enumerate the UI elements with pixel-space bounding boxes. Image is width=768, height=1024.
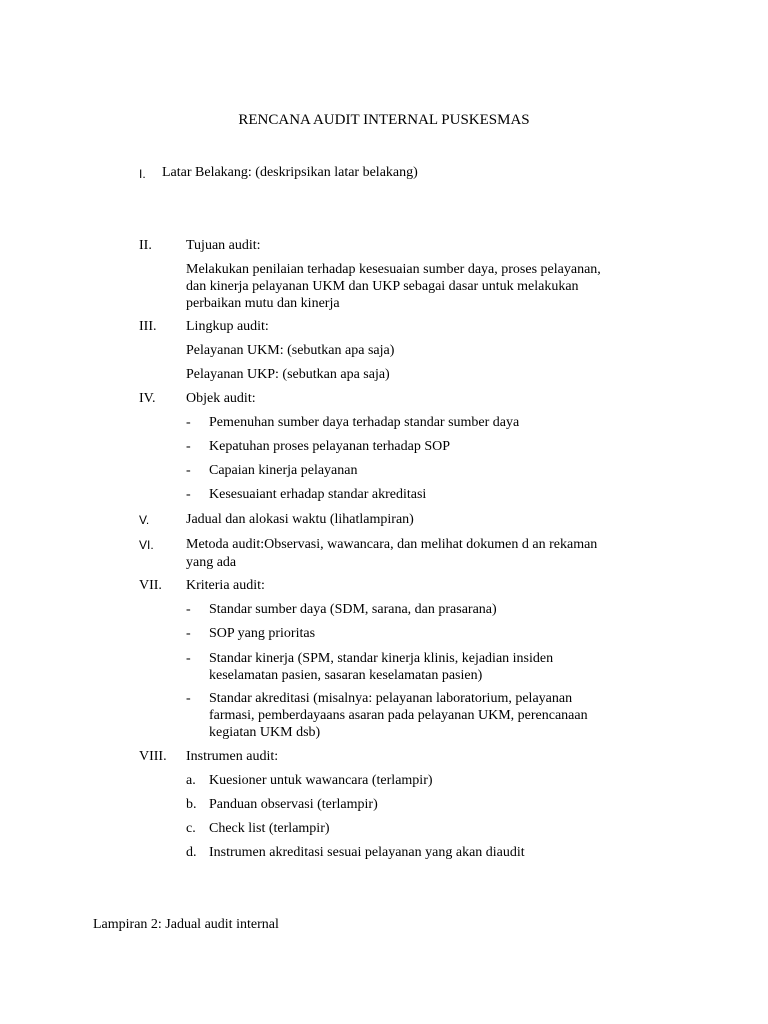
- tujuan-body-line: perbaikan mutu dan kinerja: [186, 296, 340, 311]
- list-item: Standar kinerja (SPM, standar kinerja klinis, kejadian insiden: [209, 651, 554, 666]
- list-item: Kesesuaiant erhadap standar akreditasi: [209, 487, 427, 502]
- list-marker: c.: [186, 821, 196, 836]
- section-heading-latar-belakang: Latar Belakang: (deskripsikan latar belakang): [162, 165, 418, 180]
- section-number-2: II.: [139, 238, 152, 253]
- section-heading-instrumen: Instrumen audit:: [186, 749, 279, 764]
- list-item: Kepatuhan proses pelayanan terhadap SOP: [209, 439, 451, 454]
- lingkup-item: Pelayanan UKM: (sebutkan apa saja): [186, 343, 395, 358]
- list-marker: d.: [186, 845, 197, 860]
- attachment-label: Lampiran 2: Jadual audit internal: [93, 917, 279, 932]
- section-heading-metoda-cont: yang ada: [186, 555, 237, 570]
- list-marker: -: [186, 415, 191, 430]
- document-title: RENCANA AUDIT INTERNAL PUSKESMAS: [238, 112, 530, 128]
- tujuan-body-line: Melakukan penilaian terhadap kesesuaian sumber daya, proses pelayanan,: [186, 262, 601, 277]
- section-number-6: VI.: [139, 538, 154, 552]
- list-marker: -: [186, 651, 191, 666]
- section-number-8: VIII.: [139, 749, 167, 764]
- section-number-4: IV.: [139, 391, 156, 406]
- list-marker: b.: [186, 797, 197, 812]
- list-item: Pemenuhan sumber daya terhadap standar sumber daya: [209, 415, 520, 430]
- section-heading-kriteria: Kriteria audit:: [186, 578, 265, 593]
- list-marker: -: [186, 602, 191, 617]
- list-item: Standar akreditasi (misalnya: pelayanan laboratorium, pelayanan: [209, 691, 573, 706]
- section-heading-lingkup: Lingkup audit:: [186, 319, 269, 334]
- list-marker: -: [186, 463, 191, 478]
- list-item-cont: keselamatan pasien, sasaran keselamatan pasien): [209, 668, 483, 683]
- lingkup-item: Pelayanan UKP: (sebutkan apa saja): [186, 367, 390, 382]
- list-item: SOP yang prioritas: [209, 626, 316, 641]
- tujuan-body-line: dan kinerja pelayanan UKM dan UKP sebagai dasar untuk melakukan: [186, 279, 579, 294]
- list-item: Check list (terlampir): [209, 821, 330, 836]
- list-item-cont: kegiatan UKM dsb): [209, 725, 321, 740]
- section-number-5: V.: [139, 513, 150, 527]
- list-marker: -: [186, 439, 191, 454]
- section-heading-objek: Objek audit:: [186, 391, 256, 406]
- list-marker: -: [186, 691, 191, 706]
- list-item-cont: farmasi, pemberdayaans asaran pada pelayanan UKM, perencanaan: [209, 708, 588, 723]
- section-number-3: III.: [139, 319, 157, 334]
- section-number-1: I.: [139, 167, 146, 181]
- list-item: Standar sumber daya (SDM, sarana, dan prasarana): [209, 602, 497, 617]
- list-marker: -: [186, 626, 191, 641]
- list-marker: -: [186, 487, 191, 502]
- section-heading-metoda: Metoda audit:Observasi, wawancara, dan melihat dokumen d an rekaman: [186, 537, 598, 552]
- section-heading-jadual: Jadual dan alokasi waktu (lihatlampiran): [186, 512, 414, 527]
- list-item: Panduan observasi (terlampir): [209, 797, 378, 812]
- list-item: Instrumen akreditasi sesuai pelayanan yang akan diaudit: [209, 845, 525, 860]
- section-heading-tujuan: Tujuan audit:: [186, 238, 261, 253]
- list-marker: a.: [186, 773, 196, 788]
- section-number-7: VII.: [139, 578, 162, 593]
- list-item: Capaian kinerja pelayanan: [209, 463, 358, 478]
- list-item: Kuesioner untuk wawancara (terlampir): [209, 773, 433, 788]
